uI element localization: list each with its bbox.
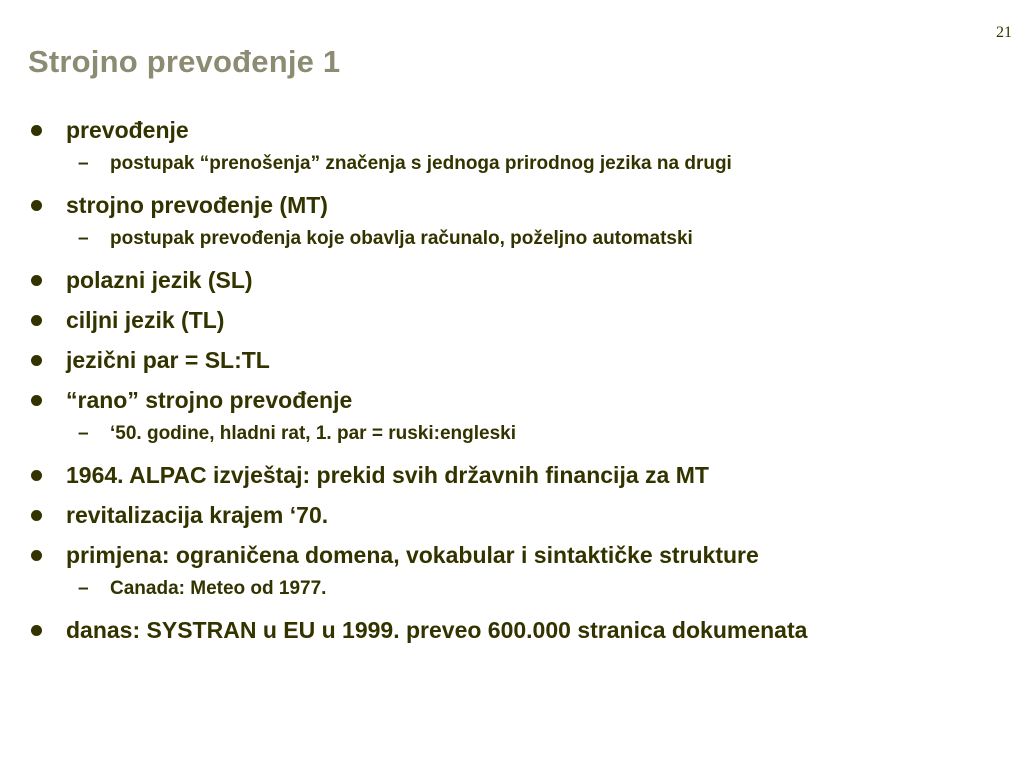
bullet-item bbox=[28, 616, 1004, 644]
bullet-text: 1964. ALPAC izvještaj: prekid svih državnih financija za MT bbox=[66, 462, 709, 488]
bullet-item bbox=[28, 116, 1004, 144]
bullet-text: danas: SYSTRAN u EU u 1999. preveo 600.000 stranica dokumenata bbox=[66, 617, 808, 643]
bullet-item bbox=[28, 266, 1004, 294]
bullet-item bbox=[28, 191, 1004, 219]
dash-marker: – bbox=[78, 578, 89, 599]
bullet-dot-icon bbox=[31, 315, 42, 326]
bullet-dot-icon bbox=[31, 550, 42, 561]
bullet-text: postupak “prenošenja” značenja s jednoga prirodnog jezika na drugi bbox=[110, 153, 732, 174]
bullet-dot-icon bbox=[31, 355, 42, 366]
bullet-item bbox=[28, 461, 1004, 489]
sub-bullet-item bbox=[28, 422, 1004, 446]
bullet-dot-icon bbox=[31, 125, 42, 136]
bullet-item bbox=[28, 501, 1004, 529]
bullet-text: revitalizacija krajem ‘70. bbox=[66, 502, 329, 528]
bullet-item bbox=[28, 386, 1004, 414]
bullet-text: ciljni jezik (TL) bbox=[66, 307, 225, 333]
bullet-item bbox=[28, 346, 1004, 374]
bullet-dot-icon bbox=[31, 625, 42, 636]
dash-marker: – bbox=[78, 153, 89, 174]
bullet-list bbox=[28, 116, 1004, 656]
dash-marker: – bbox=[78, 423, 89, 444]
bullet-item bbox=[28, 306, 1004, 334]
bullet-dot-icon bbox=[31, 200, 42, 211]
page-number: 21 bbox=[996, 24, 1012, 41]
bullet-text: postupak prevođenja koje obavlja računalo, poželjno automatski bbox=[110, 228, 693, 249]
bullet-dot-icon bbox=[31, 395, 42, 406]
bullet-text: Canada: Meteo od 1977. bbox=[110, 578, 327, 599]
bullet-item bbox=[28, 541, 1004, 569]
slide-title: Strojno prevođenje 1 bbox=[28, 44, 341, 79]
bullet-dot-icon bbox=[31, 275, 42, 286]
sub-bullet-item bbox=[28, 577, 1004, 601]
bullet-text: jezični par = SL:TL bbox=[66, 347, 270, 373]
bullet-text: strojno prevođenje (MT) bbox=[66, 192, 328, 218]
dash-marker: – bbox=[78, 228, 89, 249]
bullet-text: primjena: ograničena domena, vokabular i sintaktičke strukture bbox=[66, 542, 759, 568]
sub-bullet-item bbox=[28, 152, 1004, 176]
sub-bullet-item bbox=[28, 227, 1004, 251]
bullet-dot-icon bbox=[31, 510, 42, 521]
bullet-dot-icon bbox=[31, 470, 42, 481]
bullet-text: polazni jezik (SL) bbox=[66, 267, 253, 293]
bullet-text: ‘50. godine, hladni rat, 1. par = ruski:engleski bbox=[110, 423, 516, 444]
bullet-text: prevođenje bbox=[66, 117, 189, 143]
bullet-text: “rano” strojno prevođenje bbox=[66, 387, 353, 413]
